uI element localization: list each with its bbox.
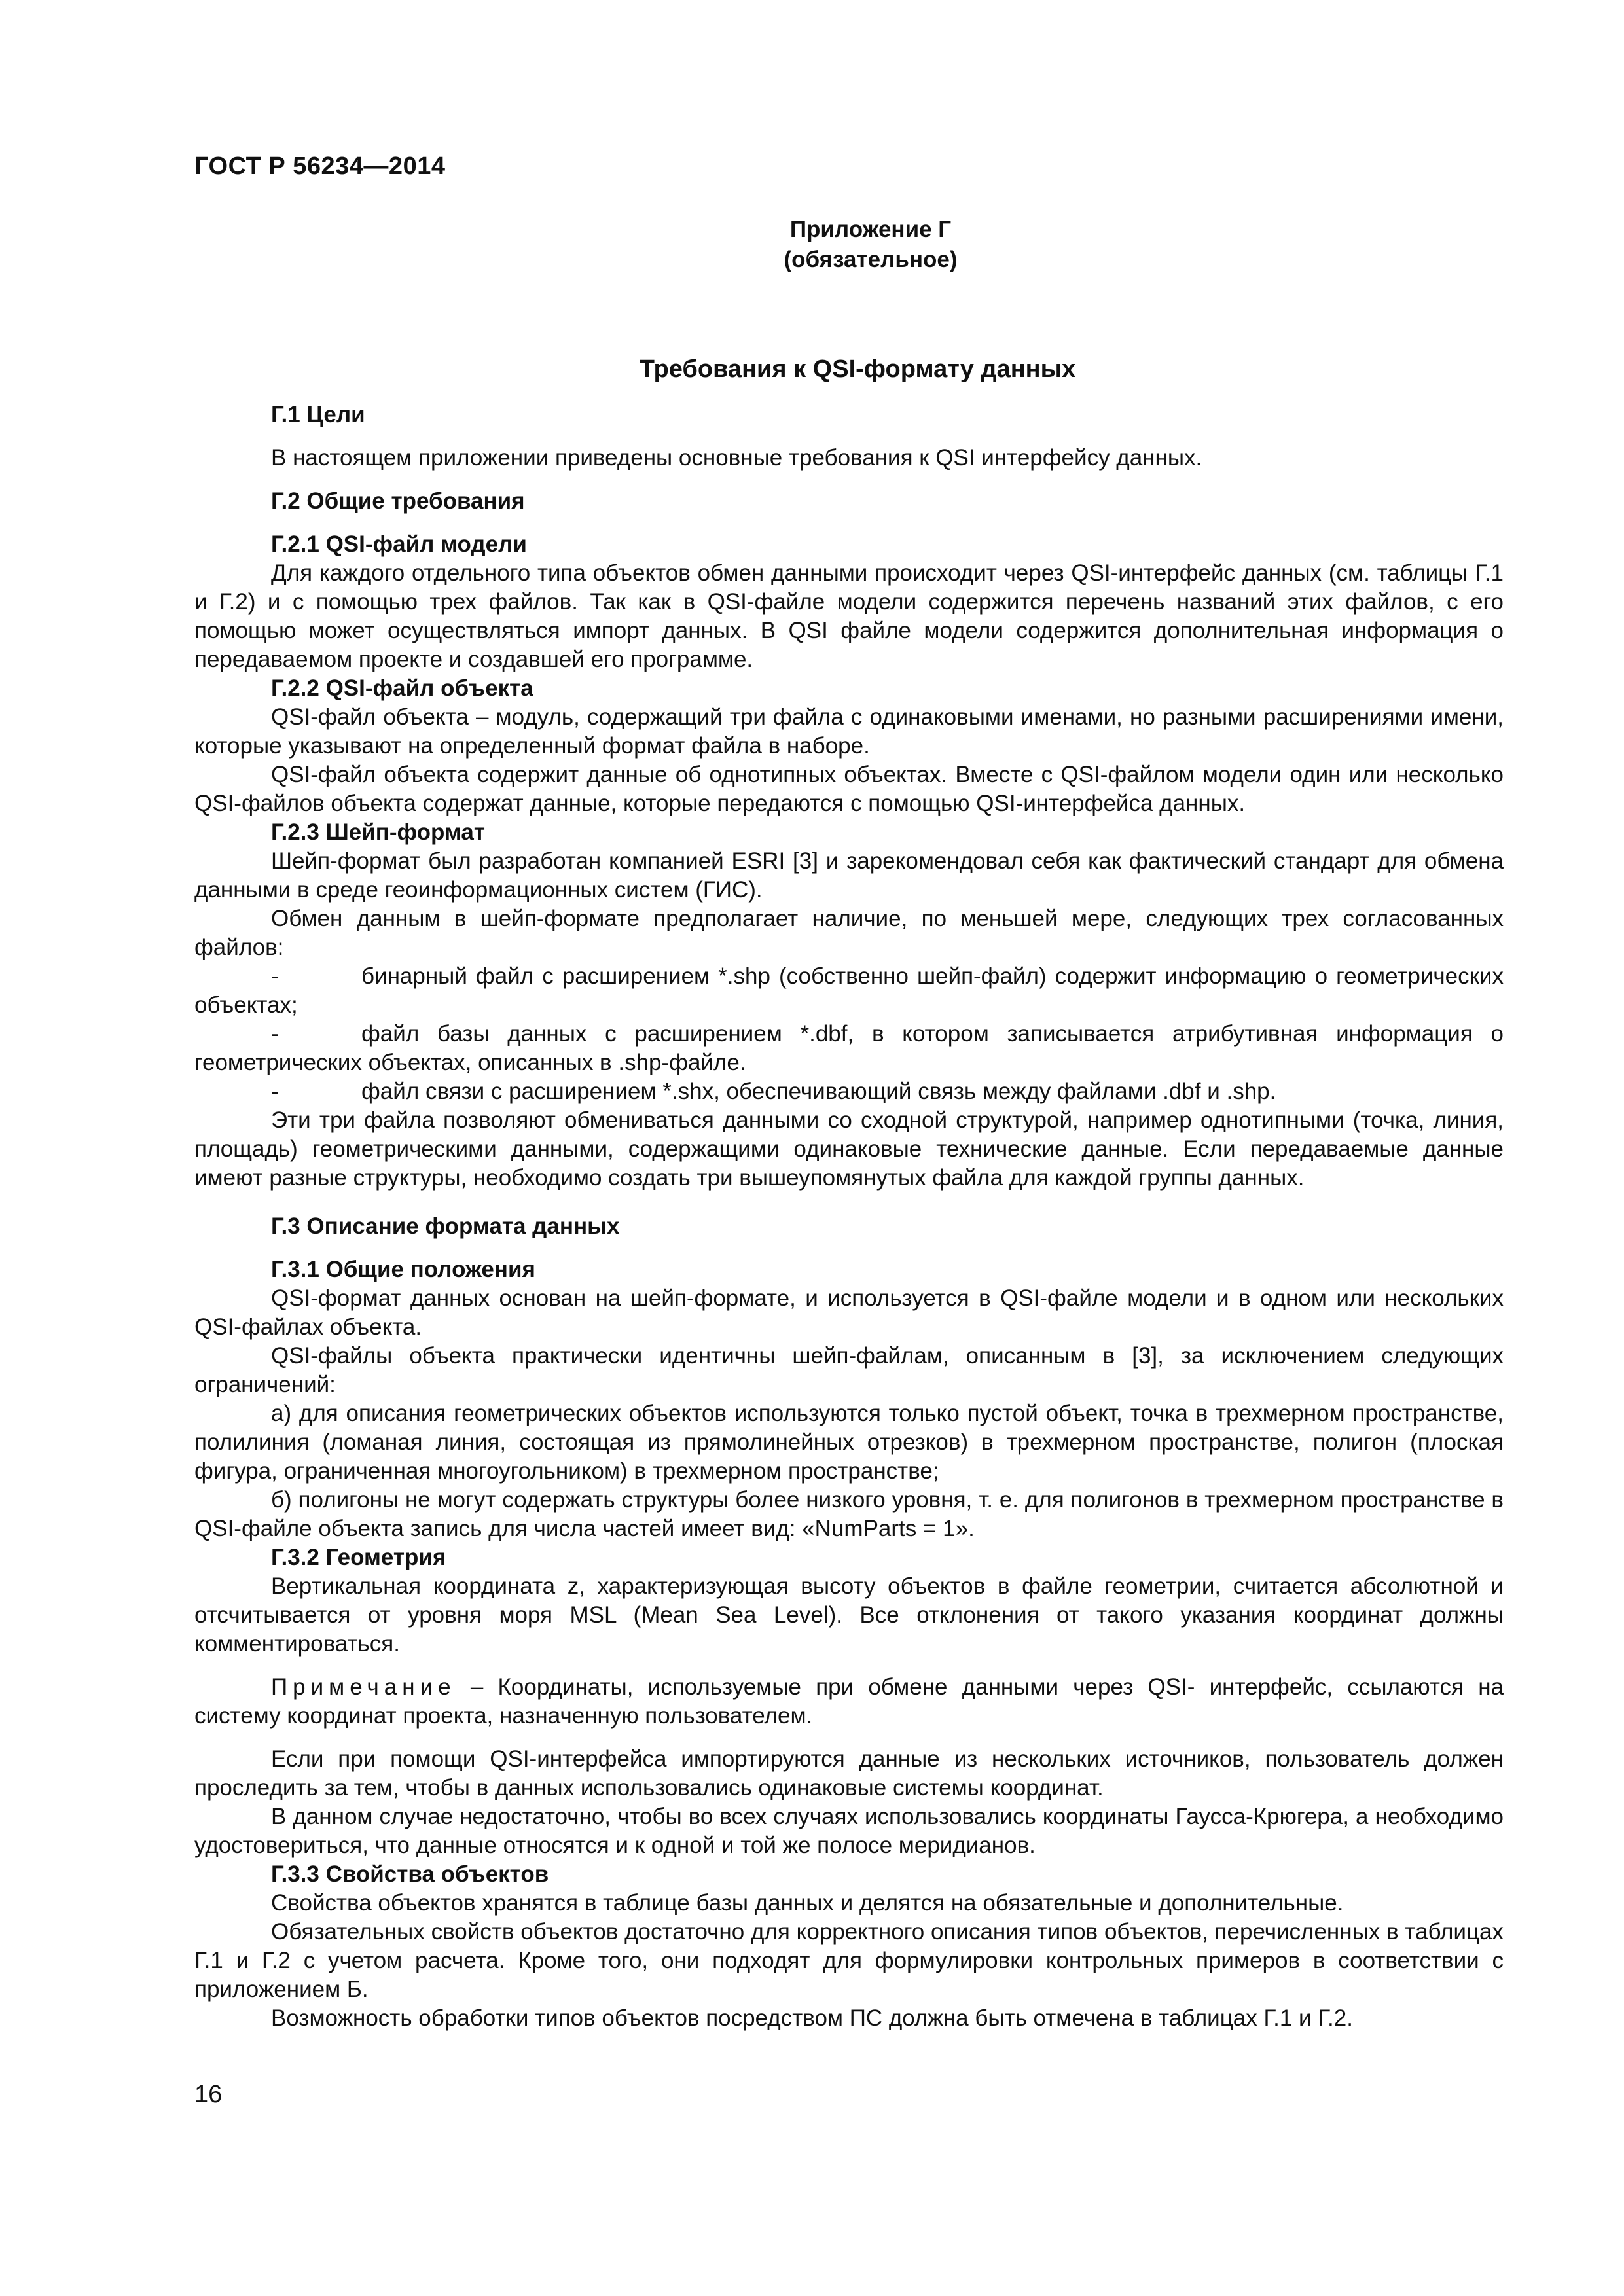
heading-g33: Г.3.3 Свойства объектов: [271, 1861, 549, 1887]
heading-g23: Г.2.3 Шейп-формат: [271, 819, 486, 845]
paragraph: В настоящем приложении приведены основные требования к QSI интерфейсу данных.: [271, 445, 1202, 471]
standard-header: ГОСТ Р 56234—2014: [194, 152, 446, 180]
heading-g21: Г.2.1 QSI-файл модели: [271, 531, 527, 557]
list-dash: -: [271, 1079, 279, 1104]
heading-g2: Г.2 Общие требования: [271, 488, 525, 514]
paragraph: Шейп-формат был разработан компанией ESRI [3] и зарекомендовал себя как фактический стандарт для обмена данными в среде геоинформационных систем (ГИС).: [194, 848, 1504, 903]
paragraph: б) полигоны не могут содержать структуры более низкого уровня, т. е. для полигонов в трехмерном пространстве в QSI-файле объекта запись для числа частей имеет вид: «NumParts = 1».: [194, 1487, 1504, 1541]
list-item-text: бинарный файл с расширением *.shp (собственно шейп-файл) содержит информацию о геометрических объектах;: [194, 963, 1504, 1018]
paragraph: QSI-формат данных основан на шейп-формате, и используется в QSI-файле модели и в одном или нескольких QSI-файлах объекта.: [194, 1285, 1504, 1340]
paragraph: Свойства объектов хранятся в таблице базы данных и делятся на обязательные и дополнительные.: [271, 1890, 1344, 1916]
paragraph: Обязательных свойств объектов достаточно для корректного описания типов объектов, перечисленных в таблицах Г.1 и Г.2 с учетом расчета. Кроме того, они подходят для формулировки контрольных примеров в соответствии с приложением Б.: [194, 1919, 1504, 2002]
heading-g22: Г.2.2 QSI-файл объекта: [271, 675, 533, 701]
paragraph: Эти три файла позволяют обмениваться данными со сходной структурой, например однотипными (точка, линия, площадь) геометрическими данными, содержащими одинаковые технические данные. Если передаваемые данные имеют разные структуры, необходимо создать три вышеупомянутых файла для каждой группы данных.: [194, 1107, 1504, 1191]
paragraph: QSI-файлы объекта практически идентичны шейп-файлам, описанным в [3], за исключением следующих ограничений:: [194, 1343, 1504, 1397]
list-item-text: файл связи с расширением *.shx, обеспечивающий связь между файлами .dbf и .shp.: [361, 1079, 1276, 1104]
list-item: [194, 962, 1504, 1020]
heading-g3: Г.3 Описание формата данных: [271, 1213, 620, 1239]
list-item: [194, 1077, 1504, 1106]
page-number: 16: [194, 2081, 223, 2108]
appendix-title: Приложение Г: [789, 217, 952, 242]
paragraph: QSI-файл объекта – модуль, содержащий три файла с одинаковыми именами, но разными расширениями имени, которые указывают на определенный формат файла в наборе.: [194, 704, 1504, 759]
paragraph: В данном случае недостаточно, чтобы во всех случаях использовались координаты Гаусса-Крюгера, а необходимо удостовериться, что данные относятся и к одной и той же полосе меридианов.: [194, 1804, 1504, 1858]
paragraph: Если при помощи QSI-интерфейса импортируются данные из нескольких источников, пользователь должен проследить за тем, чтобы в данных использовались одинаковые системы координат.: [194, 1746, 1504, 1801]
paragraph: а) для описания геометрических объектов используются только пустой объект, точка в трехмерном пространстве, полилиния (ломаная линия, состоящая из прямолинейных отрезков) в трехмерном пространстве, полигон (плоская фигура, ограниченная многоугольником) в трехмерном пространстве;: [194, 1401, 1504, 1484]
list-item-text: файл базы данных с расширением *.dbf, в котором записывается атрибутивная информация о геометрических объектах, описанных в .shp-файле.: [194, 1021, 1504, 1075]
paragraph: Вертикальная координата z, характеризующая высоту объектов в файле геометрии, считается абсолютной и отсчитывается от уровня моря MSL (Mean Sea Level). Все отклонения от такого указания координат должны комментироваться.: [194, 1573, 1504, 1657]
paragraph: QSI-файл объекта содержит данные об однотипных объектах. Вместе с QSI-файлом модели один или несколько QSI-файлов объекта содержат данные, которые передаются с помощью QSI-интерфейса данных.: [194, 762, 1504, 816]
heading-g1: Г.1 Цели: [271, 402, 365, 427]
list-dash: -: [271, 963, 279, 989]
paragraph: Возможность обработки типов объектов посредством ПС должна быть отмечена в таблицах Г.1 и Г.2.: [271, 2005, 1353, 2031]
section-title: Требования к QSI-формату данных: [639, 355, 1076, 383]
paragraph: Для каждого отдельного типа объектов обмен данными происходит через QSI-интерфейс данных (см. таблицы Г.1 и Г.2) и с помощью трех файлов. Так как в QSI-файле модели содержится перечень названий этих файлов, с его помощью может осуществляться импорт данных. В QSI файле модели содержится дополнительная информация о передаваемом проекте и создавшей его программе.: [194, 560, 1504, 672]
heading-g31: Г.3.1 Общие положения: [271, 1257, 535, 1282]
heading-g32: Г.3.2 Геометрия: [271, 1545, 446, 1570]
appendix-label: [681, 215, 1060, 275]
paragraph: Обмен данным в шейп-формате предполагает наличие, по меньшей мере, следующих трех согласованных файлов:: [194, 906, 1504, 960]
note: [194, 1673, 1504, 1731]
list-dash: -: [271, 1021, 279, 1047]
appendix-type: (обязательное): [784, 247, 958, 272]
document-body: [194, 401, 1504, 2033]
note-text: – Координаты, используемые при обмене данными через QSI- интерфейс, ссылаются на систему координат проекта, назначенную пользователем.: [194, 1674, 1504, 1729]
note-label: Примечание: [271, 1674, 456, 1700]
list-item: [194, 1020, 1504, 1077]
